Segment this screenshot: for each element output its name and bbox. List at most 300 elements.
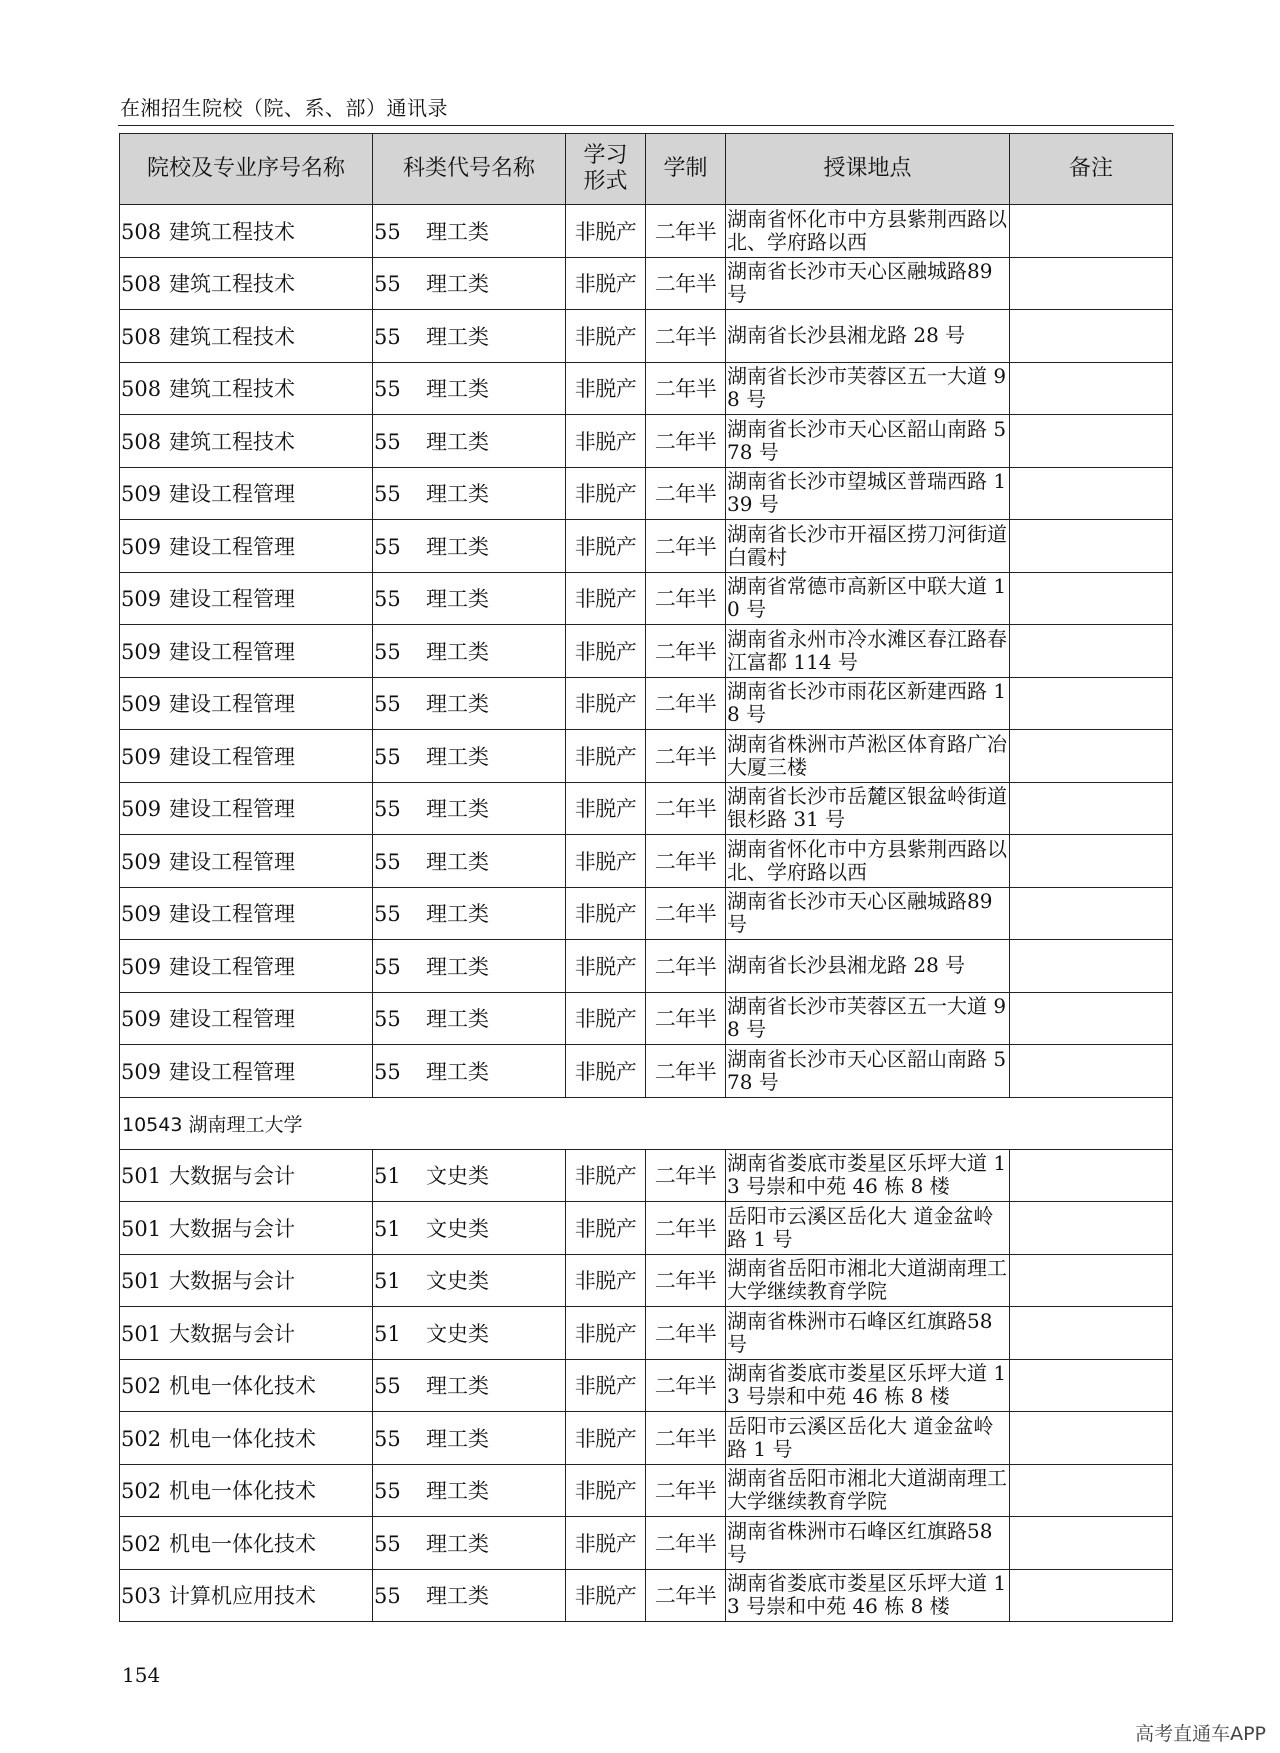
location-cell: [726, 467, 1010, 520]
major-cell: [120, 677, 373, 730]
study-form-cell: 非脱产: [566, 572, 646, 625]
location-text: 湖南省岳阳市湘北大道湖南理工大学继续教育学院: [727, 1467, 1007, 1514]
category-cell: [373, 1569, 566, 1622]
major-name: 建筑工程技术: [169, 429, 295, 454]
location-cell: [726, 887, 1010, 940]
table-row: [120, 992, 1173, 1045]
notes-cell: [1010, 625, 1173, 678]
major-cell: [120, 1254, 373, 1307]
category-code: 55: [374, 744, 401, 769]
duration-cell: 二年半: [646, 310, 726, 363]
major-cell: [120, 1464, 373, 1517]
location-cell: [726, 1464, 1010, 1517]
category-code: 55: [374, 639, 401, 664]
category-cell: [373, 467, 566, 520]
notes-cell: [1010, 467, 1173, 520]
category-name: 理工类: [426, 692, 489, 717]
duration-cell: 二年半: [646, 1202, 726, 1255]
location-text: 岳阳市云溪区岳化大 道金盆岭路 1 号: [727, 1204, 994, 1251]
category-name: 理工类: [426, 482, 489, 507]
major-cell: [120, 887, 373, 940]
location-cell: [726, 782, 1010, 835]
category-cell: [373, 835, 566, 888]
notes-cell: [1010, 520, 1173, 573]
duration-cell: 二年半: [646, 205, 726, 258]
study-form-cell: 非脱产: [566, 1307, 646, 1360]
notes-cell: [1010, 415, 1173, 468]
category-cell: [373, 1149, 566, 1202]
category-name: 文史类: [426, 1269, 489, 1294]
location-text: 湖南省长沙县湘龙路 28 号: [727, 954, 966, 978]
study-form-cell: 非脱产: [566, 205, 646, 258]
table-row: [120, 835, 1173, 888]
category-code: 55: [374, 324, 401, 349]
location-text: 湖南省娄底市娄星区乐坪大道 13 号崇和中苑 46 栋 8 楼: [727, 1362, 1007, 1409]
location-text: 湖南省长沙县湘龙路 28 号: [727, 324, 966, 348]
notes-cell: [1010, 992, 1173, 1045]
study-form-cell: 非脱产: [566, 1412, 646, 1465]
study-form-cell: 非脱产: [566, 1464, 646, 1517]
notes-cell: [1010, 1307, 1173, 1360]
location-text: 湖南省怀化市中方县紫荆西路以北、学府路以西: [727, 207, 1007, 254]
notes-cell: [1010, 1569, 1173, 1622]
category-cell: [373, 520, 566, 573]
study-form-cell: 非脱产: [566, 415, 646, 468]
major-name: 建设工程管理: [169, 1007, 295, 1032]
major-code: 508: [121, 429, 162, 454]
category-code: 55: [374, 1426, 401, 1451]
column-header-location: 授课地点: [726, 134, 1010, 205]
notes-cell: [1010, 310, 1173, 363]
duration-cell: 二年半: [646, 992, 726, 1045]
notes-cell: [1010, 205, 1173, 258]
category-cell: [373, 1045, 566, 1098]
notes-cell: [1010, 887, 1173, 940]
location-cell: [726, 940, 1010, 993]
major-cell: [120, 257, 373, 310]
location-cell: [726, 1307, 1010, 1360]
major-code: 501: [121, 1269, 162, 1294]
category-code: 55: [374, 902, 401, 927]
duration-cell: 二年半: [646, 520, 726, 573]
category-cell: [373, 887, 566, 940]
major-code: 509: [121, 639, 162, 664]
table-row: [120, 362, 1173, 415]
column-header-study-form: [566, 134, 646, 205]
category-code: 55: [374, 429, 401, 454]
category-code: 55: [374, 1479, 401, 1504]
table-row: [120, 257, 1173, 310]
category-name: 理工类: [426, 1059, 489, 1084]
table-row: [120, 1412, 1173, 1465]
table-row: [120, 625, 1173, 678]
study-form-cell: 非脱产: [566, 310, 646, 363]
location-text: 湖南省娄底市娄星区乐坪大道 13 号崇和中苑 46 栋 8 楼: [727, 1152, 1007, 1199]
study-form-cell: 非脱产: [566, 257, 646, 310]
major-cell: [120, 415, 373, 468]
enrollment-table: [119, 133, 1173, 1622]
location-cell: [726, 1412, 1010, 1465]
study-form-cell: 非脱产: [566, 940, 646, 993]
major-code: 509: [121, 692, 162, 717]
category-name: 理工类: [426, 429, 489, 454]
section-group: [120, 1097, 1173, 1149]
table-row: [120, 415, 1173, 468]
category-code: 55: [374, 797, 401, 822]
category-code: 51: [374, 1269, 401, 1294]
table-row: [120, 1307, 1173, 1360]
category-cell: [373, 625, 566, 678]
category-code: 55: [374, 1531, 401, 1556]
location-text: 湖南省株洲市石峰区红旗路58 号: [727, 1519, 993, 1566]
table-row: [120, 887, 1173, 940]
category-name: 理工类: [426, 219, 489, 244]
table-row: [120, 572, 1173, 625]
section-row: [120, 1097, 1173, 1149]
category-name: 理工类: [426, 1374, 489, 1399]
category-name: 理工类: [426, 272, 489, 297]
major-cell: [120, 730, 373, 783]
notes-cell: [1010, 677, 1173, 730]
duration-cell: 二年半: [646, 625, 726, 678]
major-name: 建设工程管理: [169, 639, 295, 664]
column-header-major: 院校及专业序号名称: [120, 134, 373, 205]
major-code: 509: [121, 482, 162, 507]
major-code: 509: [121, 587, 162, 612]
major-name: 建筑工程技术: [169, 324, 295, 349]
study-form-cell: 非脱产: [566, 1149, 646, 1202]
category-cell: [373, 1254, 566, 1307]
table-row: [120, 205, 1173, 258]
duration-cell: 二年半: [646, 835, 726, 888]
major-name: 建设工程管理: [169, 692, 295, 717]
category-cell: [373, 1359, 566, 1412]
notes-cell: [1010, 257, 1173, 310]
major-name: 大数据与会计: [169, 1164, 295, 1189]
category-cell: [373, 940, 566, 993]
category-name: 理工类: [426, 324, 489, 349]
category-cell: [373, 730, 566, 783]
notes-cell: [1010, 362, 1173, 415]
category-name: 理工类: [426, 1584, 489, 1609]
category-cell: [373, 992, 566, 1045]
major-code: 509: [121, 744, 162, 769]
notes-cell: [1010, 1254, 1173, 1307]
location-text: 湖南省长沙市芙蓉区五一大道 98 号: [727, 995, 1007, 1042]
duration-cell: 二年半: [646, 1464, 726, 1517]
category-code: 51: [374, 1321, 401, 1346]
category-code: 55: [374, 587, 401, 612]
duration-cell: 二年半: [646, 730, 726, 783]
category-cell: [373, 782, 566, 835]
major-cell: [120, 467, 373, 520]
major-cell: [120, 1202, 373, 1255]
category-name: 理工类: [426, 797, 489, 822]
table-row: [120, 467, 1173, 520]
category-name: 理工类: [426, 534, 489, 559]
category-name: 理工类: [426, 744, 489, 769]
category-cell: [373, 257, 566, 310]
major-code: 508: [121, 324, 162, 349]
category-code: 55: [374, 1374, 401, 1399]
notes-cell: [1010, 782, 1173, 835]
table-row: [120, 1045, 1173, 1098]
major-code: 508: [121, 377, 162, 402]
notes-cell: [1010, 1202, 1173, 1255]
location-text: 湖南省长沙市雨花区新建西路 18 号: [727, 680, 1007, 727]
major-name: 建筑工程技术: [169, 377, 295, 402]
table-row: [120, 730, 1173, 783]
category-code: 55: [374, 272, 401, 297]
major-name: 建设工程管理: [169, 797, 295, 822]
major-code: 509: [121, 902, 162, 927]
category-name: 理工类: [426, 1007, 489, 1032]
major-code: 509: [121, 849, 162, 874]
major-cell: [120, 1045, 373, 1098]
duration-cell: 二年半: [646, 1307, 726, 1360]
category-cell: [373, 1202, 566, 1255]
category-name: 理工类: [426, 639, 489, 664]
category-code: 55: [374, 219, 401, 244]
duration-cell: 二年半: [646, 1045, 726, 1098]
study-form-line1: 学习: [583, 143, 628, 168]
location-text: 湖南省长沙市天心区融城路89 号: [727, 260, 993, 307]
major-cell: [120, 1517, 373, 1570]
category-cell: [373, 415, 566, 468]
study-form-cell: 非脱产: [566, 887, 646, 940]
major-name: 建设工程管理: [169, 849, 295, 874]
major-cell: [120, 572, 373, 625]
category-code: 51: [374, 1164, 401, 1189]
duration-cell: 二年半: [646, 467, 726, 520]
location-cell: [726, 415, 1010, 468]
notes-cell: [1010, 940, 1173, 993]
location-cell: [726, 1149, 1010, 1202]
category-cell: [373, 1464, 566, 1517]
location-cell: [726, 625, 1010, 678]
study-form-cell: 非脱产: [566, 362, 646, 415]
category-name: 理工类: [426, 954, 489, 979]
category-name: 文史类: [426, 1321, 489, 1346]
location-text: 湖南省长沙市岳麓区银盆岭街道银杉路 31 号: [727, 785, 1007, 832]
table-row: [120, 1254, 1173, 1307]
major-cell: [120, 362, 373, 415]
location-cell: [726, 362, 1010, 415]
major-code: 508: [121, 219, 162, 244]
notes-cell: [1010, 1464, 1173, 1517]
major-name: 机电一体化技术: [169, 1374, 316, 1399]
duration-cell: 二年半: [646, 677, 726, 730]
category-name: 文史类: [426, 1216, 489, 1241]
notes-cell: [1010, 1517, 1173, 1570]
notes-cell: [1010, 572, 1173, 625]
study-form-cell: 非脱产: [566, 467, 646, 520]
location-cell: [726, 520, 1010, 573]
major-name: 建设工程管理: [169, 902, 295, 927]
category-name: 理工类: [426, 1479, 489, 1504]
major-code: 509: [121, 1007, 162, 1032]
category-cell: [373, 677, 566, 730]
location-cell: [726, 205, 1010, 258]
major-code: 501: [121, 1216, 162, 1241]
notes-cell: [1010, 1359, 1173, 1412]
major-name: 建设工程管理: [169, 744, 295, 769]
duration-cell: 二年半: [646, 415, 726, 468]
table-row: [120, 1569, 1173, 1622]
major-cell: [120, 310, 373, 363]
category-code: 55: [374, 1059, 401, 1084]
category-name: 理工类: [426, 1531, 489, 1556]
column-header-category: 科类代号名称: [373, 134, 566, 205]
major-cell: [120, 1149, 373, 1202]
major-code: 501: [121, 1164, 162, 1189]
study-form-cell: 非脱产: [566, 1045, 646, 1098]
location-cell: [726, 677, 1010, 730]
location-text: 湖南省怀化市中方县紫荆西路以北、学府路以西: [727, 837, 1007, 884]
table-row: [120, 1202, 1173, 1255]
study-form-cell: 非脱产: [566, 835, 646, 888]
column-header-duration: 学制: [646, 134, 726, 205]
major-name: 大数据与会计: [169, 1321, 295, 1346]
duration-cell: 二年半: [646, 362, 726, 415]
major-name: 建设工程管理: [169, 954, 295, 979]
location-text: 湖南省长沙市芙蓉区五一大道 98 号: [727, 365, 1007, 412]
study-form-cell: 非脱产: [566, 1202, 646, 1255]
major-name: 建设工程管理: [169, 534, 295, 559]
table-row: [120, 1359, 1173, 1412]
major-name: 机电一体化技术: [169, 1479, 316, 1504]
category-cell: [373, 1307, 566, 1360]
category-cell: [373, 362, 566, 415]
duration-cell: 二年半: [646, 1412, 726, 1465]
study-form-cell: 非脱产: [566, 730, 646, 783]
location-text: 湖南省长沙市天心区韶山南路 578 号: [727, 417, 1007, 464]
location-text: 湖南省娄底市娄星区乐坪大道 13 号崇和中苑 46 栋 8 楼: [727, 1572, 1007, 1619]
category-name: 理工类: [426, 587, 489, 612]
duration-cell: 二年半: [646, 1517, 726, 1570]
location-text: 湖南省岳阳市湘北大道湖南理工大学继续教育学院: [727, 1257, 1007, 1304]
duration-cell: 二年半: [646, 940, 726, 993]
location-text: 湖南省永州市冷水滩区春江路春江富都 114 号: [727, 627, 1007, 674]
major-cell: [120, 835, 373, 888]
duration-cell: 二年半: [646, 1359, 726, 1412]
study-form-cell: 非脱产: [566, 782, 646, 835]
section-title: 10543 湖南理工大学: [120, 1097, 1173, 1149]
major-code: 502: [121, 1426, 162, 1451]
category-cell: [373, 310, 566, 363]
table-body-part-2: [120, 1149, 1173, 1622]
major-cell: [120, 940, 373, 993]
major-code: 502: [121, 1374, 162, 1399]
location-text: 湖南省长沙市开福区捞刀河街道白霞村: [727, 522, 1007, 569]
table-row: [120, 940, 1173, 993]
page-number: 154: [122, 1663, 161, 1687]
category-code: 55: [374, 849, 401, 874]
location-cell: [726, 1359, 1010, 1412]
watermark: 高考直通车APP: [1135, 1723, 1266, 1745]
location-text: 湖南省株洲市芦淞区体育路广冶大厦三楼: [727, 732, 1007, 779]
major-code: 502: [121, 1531, 162, 1556]
location-cell: [726, 572, 1010, 625]
notes-cell: [1010, 730, 1173, 783]
duration-cell: 二年半: [646, 887, 726, 940]
major-cell: [120, 992, 373, 1045]
location-cell: [726, 1517, 1010, 1570]
category-cell: [373, 572, 566, 625]
table-header-row: [120, 134, 1173, 205]
category-cell: [373, 205, 566, 258]
category-code: 55: [374, 534, 401, 559]
location-cell: [726, 730, 1010, 783]
major-code: 509: [121, 954, 162, 979]
location-text: 湖南省常德市高新区中联大道 10 号: [727, 575, 1007, 622]
duration-cell: 二年半: [646, 572, 726, 625]
table-row: [120, 782, 1173, 835]
study-form-cell: 非脱产: [566, 1517, 646, 1570]
major-name: 大数据与会计: [169, 1269, 295, 1294]
study-form-cell: 非脱产: [566, 677, 646, 730]
table-row: [120, 1464, 1173, 1517]
study-form-cell: 非脱产: [566, 1254, 646, 1307]
major-name: 机电一体化技术: [169, 1426, 316, 1451]
table-row: [120, 1517, 1173, 1570]
study-form-cell: 非脱产: [566, 1569, 646, 1622]
major-name: 建设工程管理: [169, 587, 295, 612]
location-cell: [726, 835, 1010, 888]
category-name: 理工类: [426, 902, 489, 927]
duration-cell: 二年半: [646, 1254, 726, 1307]
category-name: 理工类: [426, 1426, 489, 1451]
study-form-cell: 非脱产: [566, 992, 646, 1045]
table-row: [120, 1149, 1173, 1202]
location-cell: [726, 310, 1010, 363]
location-text: 岳阳市云溪区岳化大 道金盆岭路 1 号: [727, 1414, 994, 1461]
notes-cell: [1010, 1149, 1173, 1202]
study-form-line2: 形式: [583, 169, 628, 194]
major-code: 509: [121, 797, 162, 822]
major-cell: [120, 782, 373, 835]
study-form-cell: 非脱产: [566, 625, 646, 678]
location-cell: [726, 257, 1010, 310]
category-code: 55: [374, 692, 401, 717]
category-code: 55: [374, 1584, 401, 1609]
table-body-part-1: [120, 205, 1173, 1098]
duration-cell: 二年半: [646, 1149, 726, 1202]
major-name: 机电一体化技术: [169, 1531, 316, 1556]
major-code: 508: [121, 272, 162, 297]
major-cell: [120, 520, 373, 573]
major-code: 501: [121, 1321, 162, 1346]
major-code: 509: [121, 1059, 162, 1084]
major-name: 建筑工程技术: [169, 272, 295, 297]
major-cell: [120, 1412, 373, 1465]
major-cell: [120, 205, 373, 258]
location-cell: [726, 992, 1010, 1045]
category-code: 55: [374, 482, 401, 507]
location-cell: [726, 1202, 1010, 1255]
notes-cell: [1010, 1045, 1173, 1098]
category-name: 文史类: [426, 1164, 489, 1189]
category-code: 55: [374, 1007, 401, 1032]
column-header-notes: 备注: [1010, 134, 1173, 205]
category-code: 55: [374, 377, 401, 402]
location-cell: [726, 1254, 1010, 1307]
table-row: [120, 310, 1173, 363]
major-cell: [120, 1307, 373, 1360]
duration-cell: 二年半: [646, 257, 726, 310]
running-head: 在湘招生院校（院、系、部）通讯录: [120, 96, 448, 120]
study-form-cell: 非脱产: [566, 520, 646, 573]
